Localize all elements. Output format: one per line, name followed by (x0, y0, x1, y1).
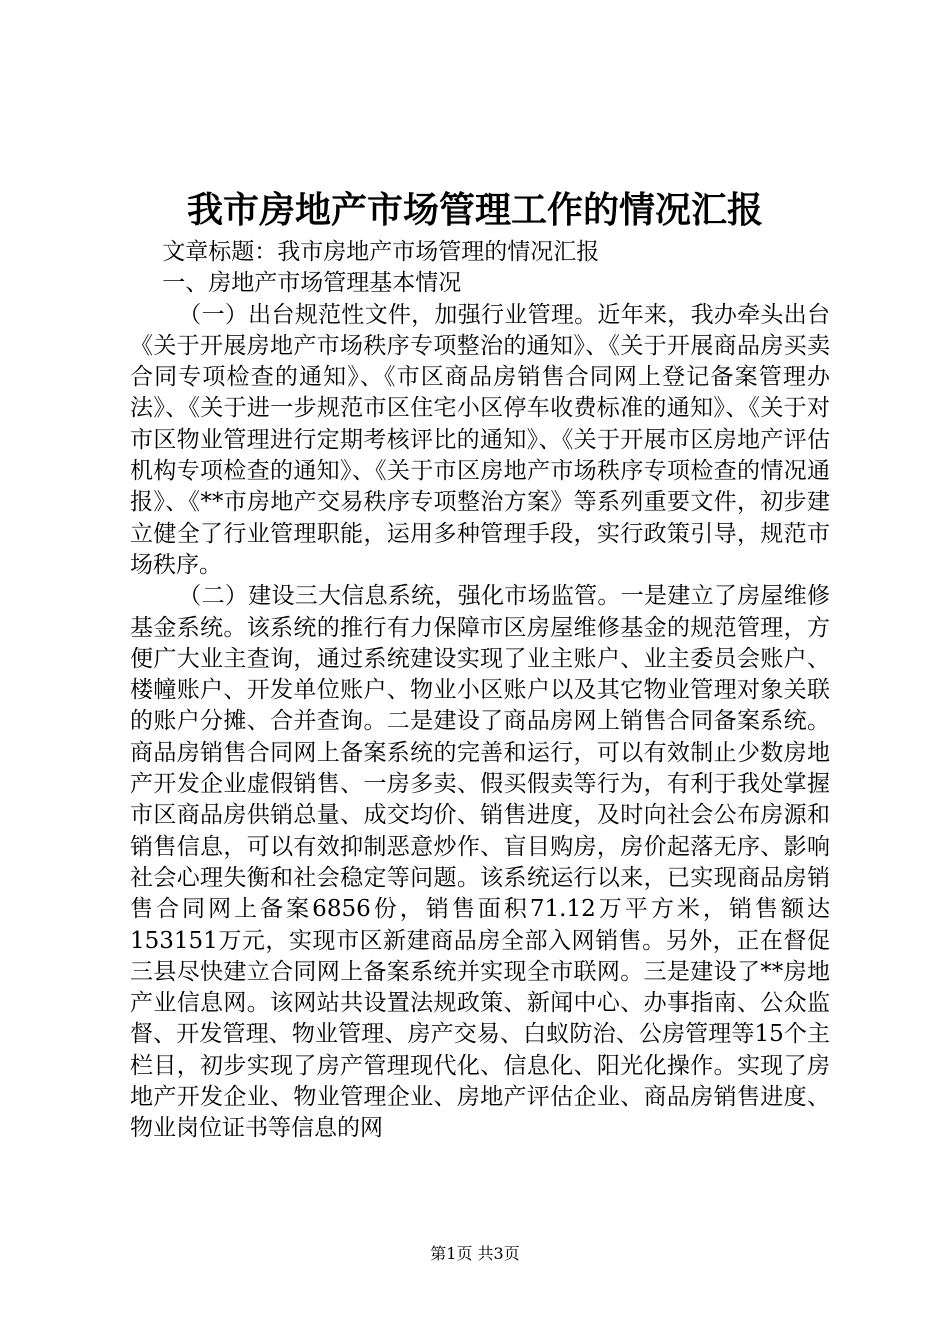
document-title: 我市房地产市场管理工作的情况汇报 (186, 189, 763, 231)
paragraph-info-systems: （二）建设三大信息系统，强化市场监管。一是建立了房屋维修基金系统。该系统的推行有力保障市区房屋维修基金的规范管理，方便广大业主查询，通过系统建设实现了业主账户、业主委员会账户、楼幢账户、开发单位账户、物业小区账户以及其它物业管理对象关联的账户分摊、合并查询。二是建设了商品房网上销售合同备案系统。商品房销售合同网上备案系统的完善和运行，可以有效制止少数房地产开发企业虚假销售、一房多卖、假买假卖等行为，有利于我处掌握市区商品房供销总量、成交均价、销售进度，及时向社会公布房源和销售信息，可以有效抑制恶意炒作、盲目购房，房价起落无序、影响社会心理失衡和社会稳定等问题。该系统运行以来，已实现商品房销售合同网上备案6856份，销售面积71.12万平方米，销售额达153151万元，实现市区新建商品房全部入网销售。另外，正在督促三县尽快建立合同网上备案系统并实现全市联网。三是建设了**房地产业信息网。该网站共设置法规政策、新闻中心、办事指南、公众监督、开发管理、物业管理、房产交易、白蚁防治、公房管理等15个主栏目，初步实现了房产管理现代化、信息化、阳光化操作。实现了房地产开发企业、物业管理企业、房地产评估企业、商品房销售进度、物业岗位证书等信息的网 (130, 583, 830, 1142)
paragraph-regulations: （一）出台规范性文件，加强行业管理。近年来，我办牵头出台《关于开展房地产市场秩序专项整治的通知》、《关于开展商品房买卖合同专项检查的通知》、《市区商品房销售合同网上登记备案管理办法》、《关于进一步规范市区住宅小区停车收费标准的通知》、《关于对市区物业管理进行定期考核评比的通知》、《关于开展市区房地产评估机构专项检查的通知》、《关于市区房地产市场秩序专项检查的情况通报》、《**市房地产交易秩序专项整治方案》等系列重要文件，初步建立健全了行业管理职能，运用多种管理手段，实行政策引导，规范市场秩序。 (130, 301, 830, 578)
page-number-footer: 第1页 共3页 (430, 1244, 520, 1263)
section-heading: 一、房地产市场管理基本情况 (162, 270, 462, 297)
article-title-line: 文章标题：我市房地产市场管理的情况汇报 (162, 239, 600, 265)
document-body (130, 237, 830, 1145)
